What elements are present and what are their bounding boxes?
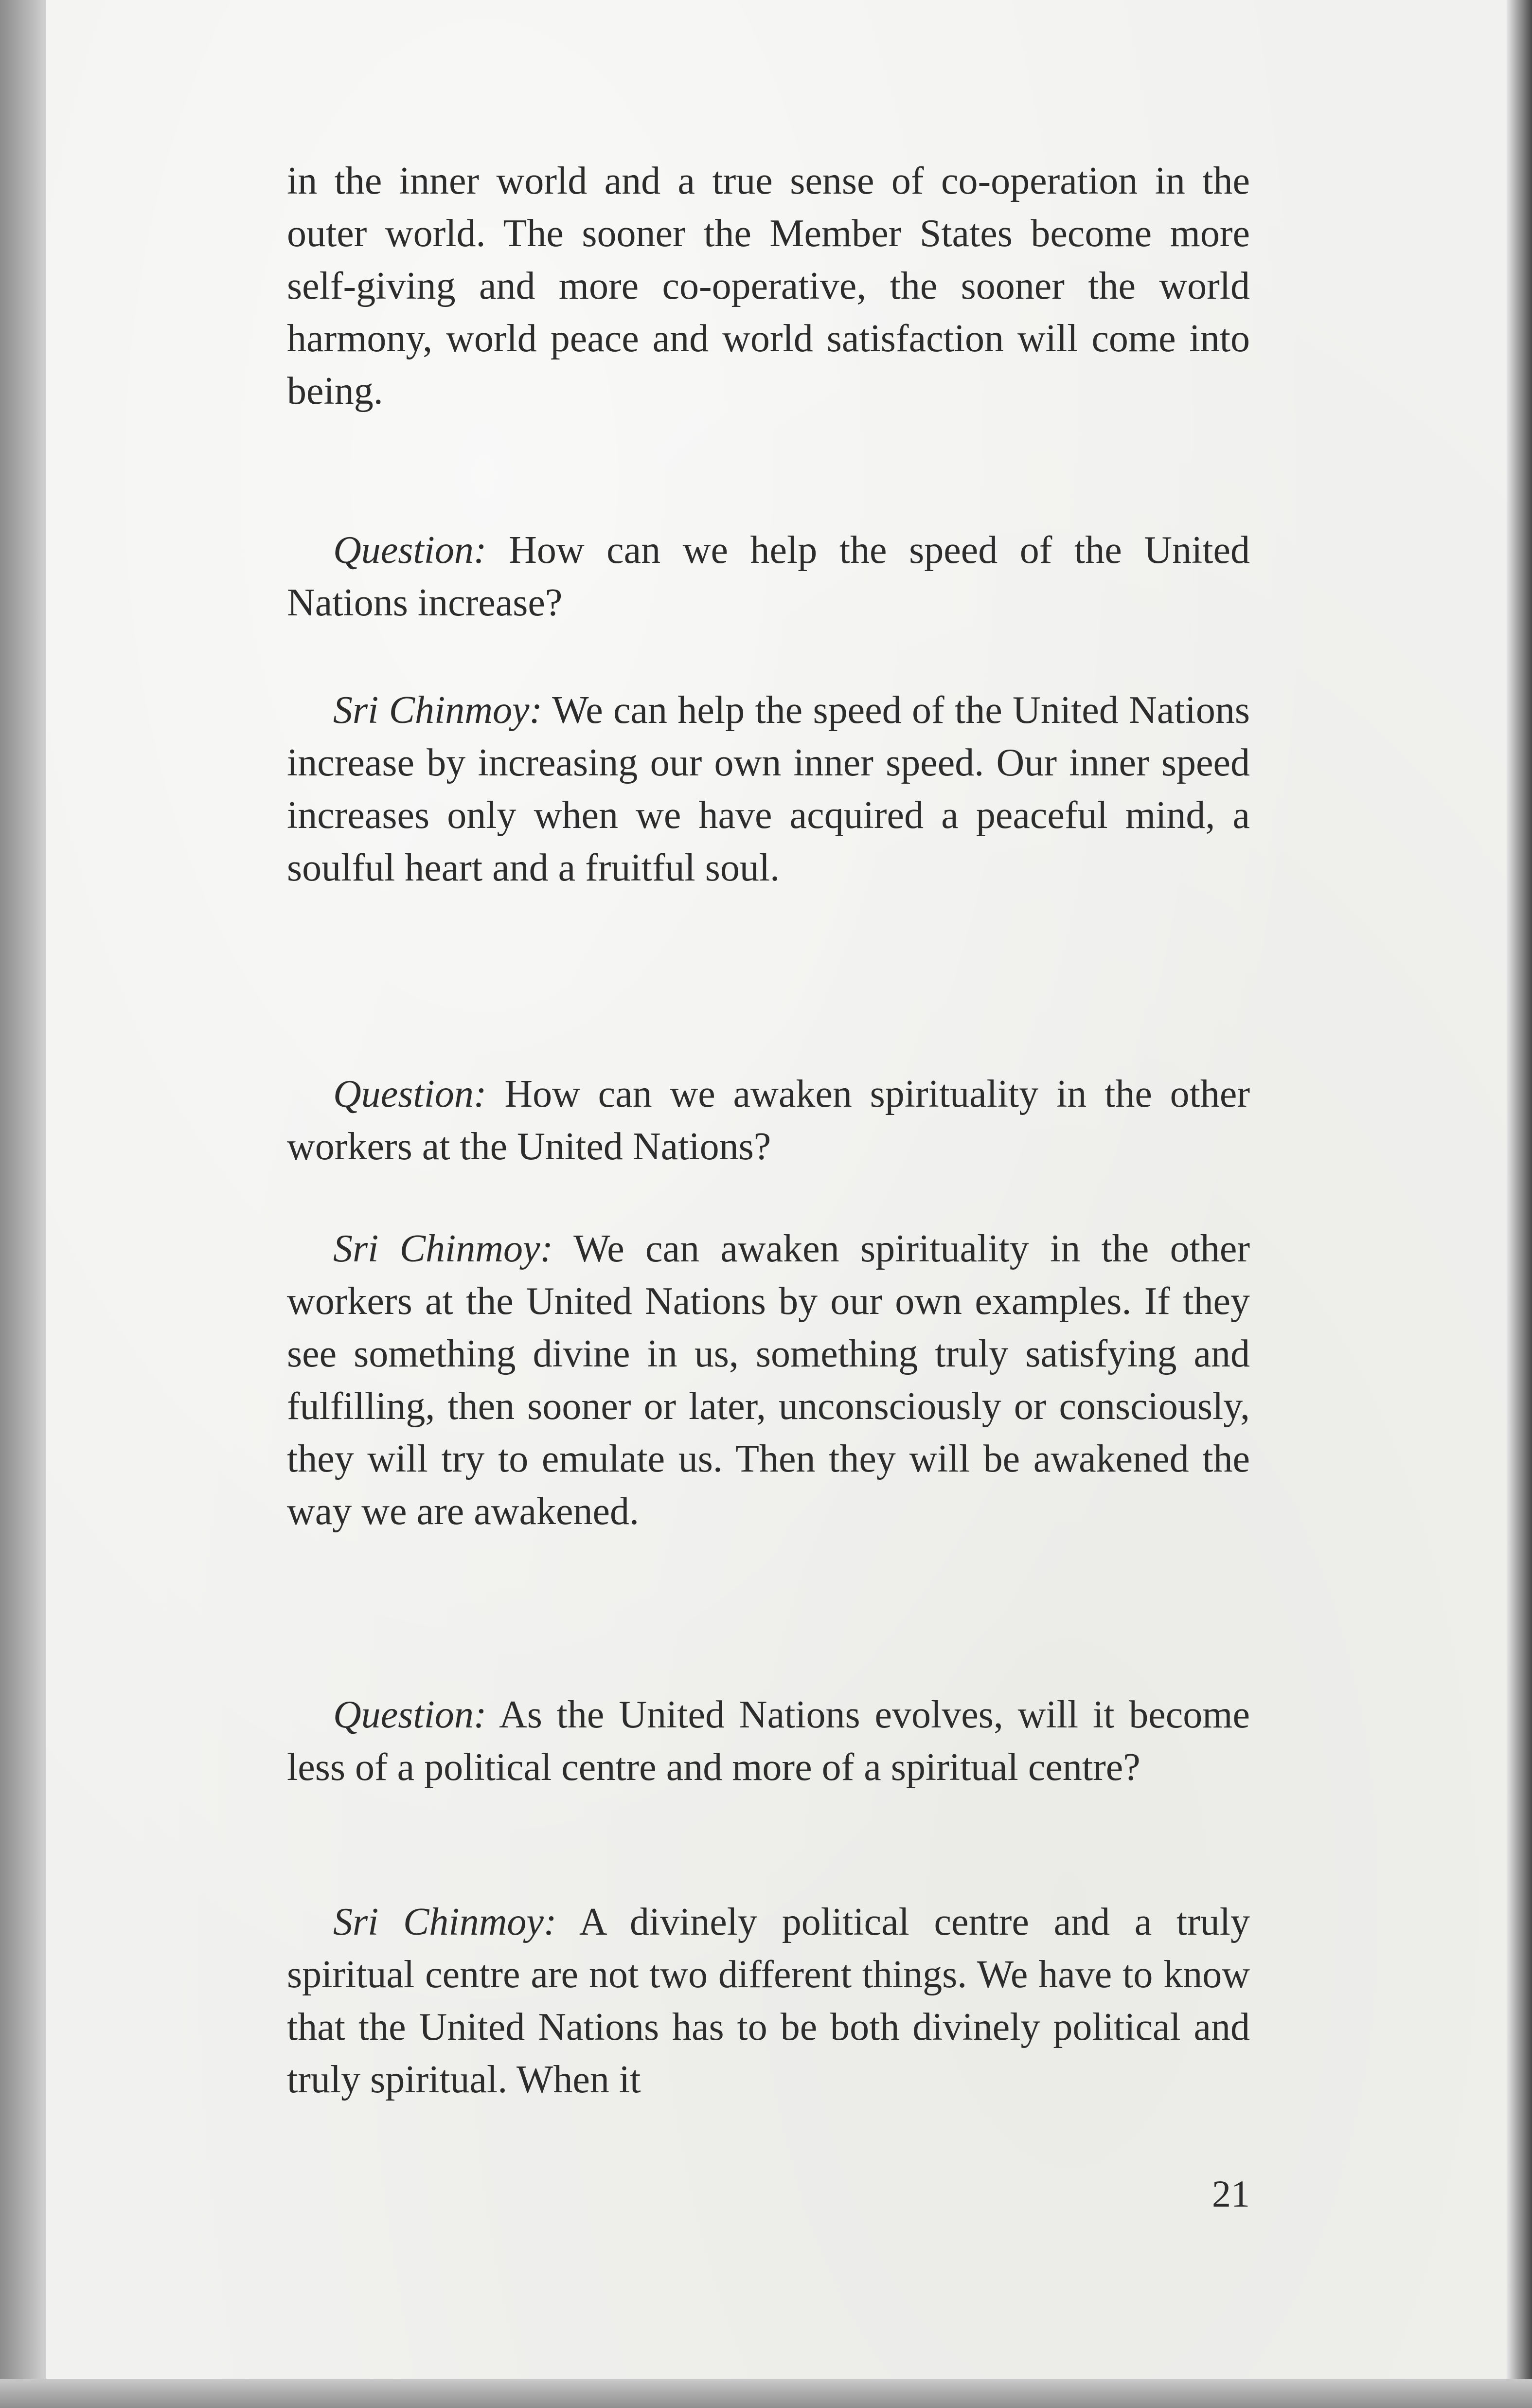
scan-bottom-edge bbox=[0, 2379, 1532, 2408]
continued-paragraph bbox=[287, 155, 1250, 417]
question-label: Question: bbox=[333, 1073, 487, 1115]
answer-text: We can help the speed of the United Nations increase by increasing our own inner speed. Our inner speed increases only when we have acquired a peaceful mind, a soulful heart and a fruitful soul. bbox=[287, 689, 1250, 889]
page-number: 21 bbox=[1212, 2173, 1250, 2215]
answer-2 bbox=[287, 1222, 1250, 1538]
answer-label: Sri Chinmoy: bbox=[333, 1227, 553, 1270]
answer-3 bbox=[287, 1896, 1250, 2106]
answer-text: A divinely political centre and a truly spiritual centre are not two different things. We have to know that the United Nations has to be both divinely political and truly spiritual. When it bbox=[287, 1901, 1250, 2101]
question-label: Question: bbox=[333, 529, 487, 572]
answer-1 bbox=[287, 684, 1250, 894]
question-1 bbox=[287, 524, 1250, 629]
question-3 bbox=[287, 1689, 1250, 1794]
answer-label: Sri Chinmoy: bbox=[333, 1901, 557, 1943]
answer-label: Sri Chinmoy: bbox=[333, 689, 543, 732]
question-2 bbox=[287, 1068, 1250, 1173]
scan-right-edge bbox=[1507, 0, 1532, 2408]
question-text: How can we awaken spirituality in the other workers at the United Nations? bbox=[287, 1073, 1250, 1168]
scan-left-edge bbox=[0, 0, 46, 2408]
continued-paragraph-text: in the inner world and a true sense of co-operation in the outer world. The sooner the Member States become more self-giving and more co-operative, the sooner the world harmony, world peace and world satisfaction will come into being. bbox=[287, 160, 1250, 413]
question-text: How can we help the speed of the United Nations increase? bbox=[287, 529, 1250, 624]
question-label: Question: bbox=[333, 1693, 487, 1736]
question-text: As the United Nations evolves, will it become less of a political centre and more of a spiritual centre? bbox=[287, 1693, 1250, 1789]
answer-text: We can awaken spirituality in the other workers at the United Nations by our own examples. If they see something divine in us, something truly satisfying and fulfilling, then sooner or later, unconsciously or consciously, they will try to emulate us. Then they will be awakened the way we are awakened. bbox=[287, 1227, 1250, 1533]
